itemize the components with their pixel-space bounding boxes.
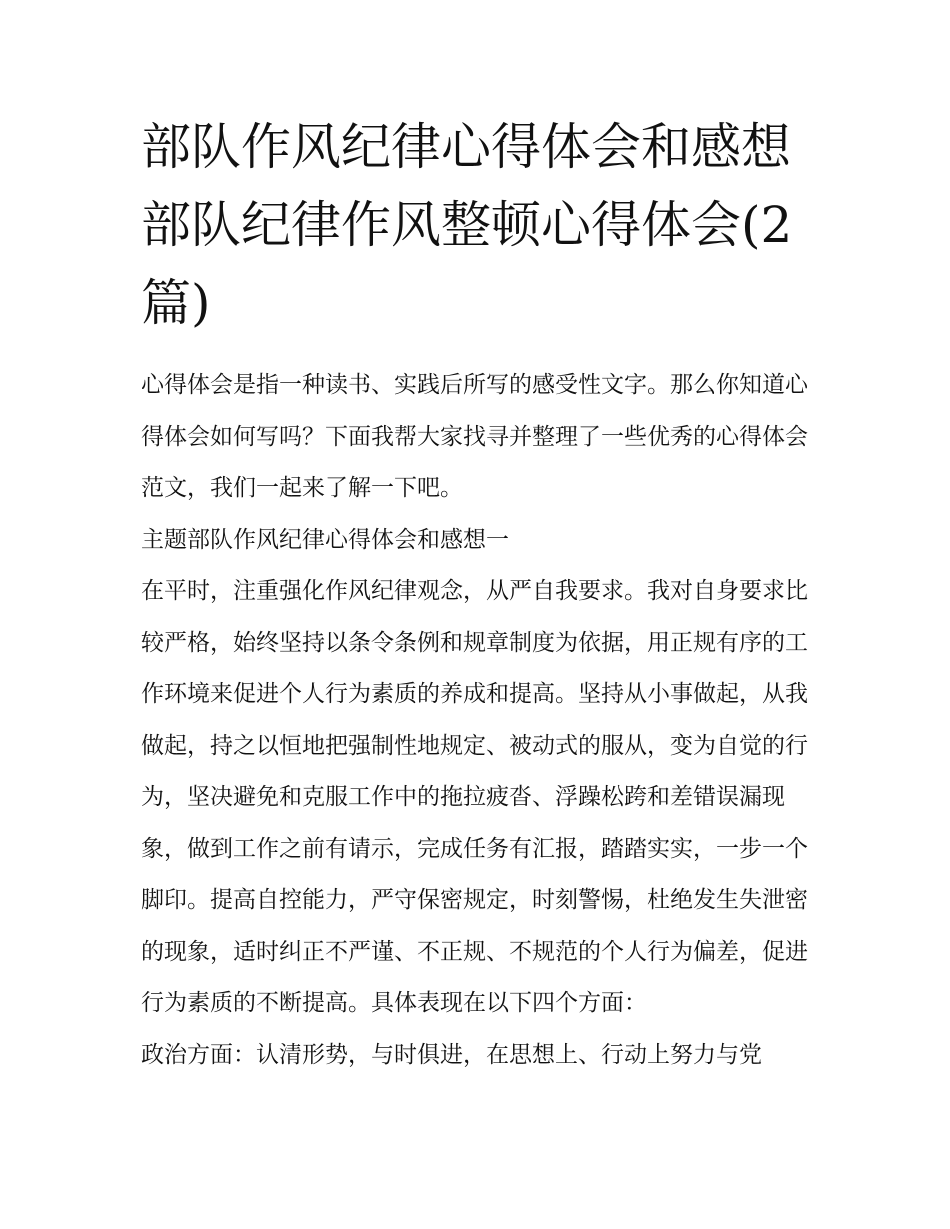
body-paragraph: 政治方面：认清形势，与时俱进，在思想上、行动上努力与党 [141, 1041, 762, 1068]
document-page [141, 108, 813, 1081]
body-paragraph: 在平时，注重强化作风纪律观念，从严自我要求。我对自身要求比较严格，始终坚持以条令条例和规章制度为依据，用正规有序的工作环境来促进个人行为素质的养成和提高。坚持从小事做起，从我做起，持之以恒地把强制性地规定、被动式的服从，变为自觉的行为，坚决避免和克服工作中的拖拉疲沓、浮躁松跨和差错误漏现象，做到工作之前有请示，完成任务有汇报，踏踏实实，一步一个脚印。提高自控能力，严守保密规定，时刻警惕，杜绝发生失泄密的现象，适时纠正不严谨、不正规、不规范的个人行为偏差，促进行为素质的不断提高。具体表现在以下四个方面： [141, 578, 808, 1016]
section-heading: 主题部队作风纪律心得体会和感想一 [141, 526, 509, 553]
document-body [141, 360, 813, 1081]
document-title: 部队作风纪律心得体会和感想部队纪律作风整顿心得体会(2篇) [141, 118, 793, 332]
intro-paragraph: 心得体会是指一种读书、实践后所写的感受性文字。那么你知道心得体会如何写吗？下面我帮大家找寻并整理了一些优秀的心得体会范文，我们一起来了解一下吧。 [141, 372, 808, 501]
